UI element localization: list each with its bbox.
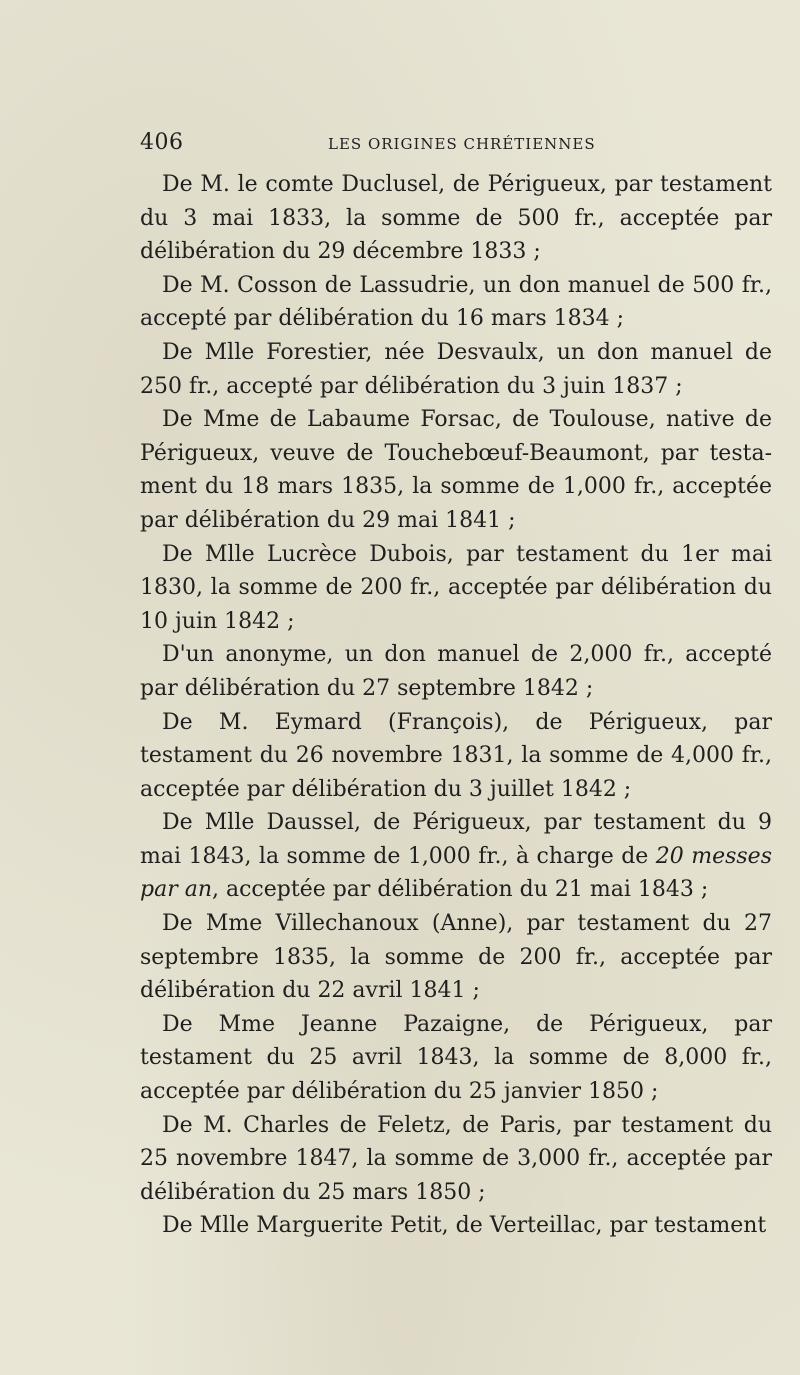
bequest-entry: De M. Eymard (François), de Périgueux, par testament du 26 novembre 1831, la somme de 4,000 fr., acceptée par délibération du 3 juillet 1842 ; <box>140 709 772 802</box>
bequest-entry: De Mlle Marguerite Petit, de Verteillac, par testament <box>162 1213 767 1239</box>
bequest-entry: De M. le comte Duclusel, de Périgueux, par testament du 3 mai 1833, la somme de 500 fr., acceptée par délibération du 29 décembre 1833 ; <box>140 172 772 265</box>
running-title: LES ORIGINES CHRÉTIENNES <box>328 135 596 153</box>
italic-phrase: 20 messes par an <box>140 843 772 903</box>
bequest-entry: De Mlle Forestier, née Desvaulx, un don manuel de 250 fr., accepté par délibération du 3 juin 1837 ; <box>140 339 772 399</box>
page-number: 406 <box>140 130 184 155</box>
bequest-entry: De Mme de Labaume Forsac, de Toulouse, native de Périgueux, veuve de Touchebœuf-Beaumont, par testament du 18 mars 1835, la somme de 1,000 fr., acceptée par délibération du 29 mai 1841 ; <box>140 407 772 533</box>
bequest-entry: De Mme Jeanne Pazaigne, de Périgueux, par testament du 25 avril 1843, la somme de 8,000 fr., acceptée par délibération du 25 janvier 1850 ; <box>140 1011 772 1105</box>
bequest-entry: De Mme Villechanoux (Anne), par testament du 27 septembre 1835, la somme de 200 fr., acceptée par délibération du 22 avril 1841 ; <box>140 911 772 1004</box>
bequest-entry: De M. Cosson de Lassudrie, un don manuel de 500 fr., accepté par délibération du 16 mars 1834 ; <box>140 272 772 332</box>
bequest-entry: D'un anonyme, un don manuel de 2,000 fr., accepté par délibération du 27 septembre 1842 ; <box>140 642 772 701</box>
entry-text: , acceptée par délibération du 21 mai 1843 ; <box>212 877 709 903</box>
bequest-entry <box>140 806 772 907</box>
page-header <box>140 130 770 160</box>
bequest-entry: De Mlle Lucrèce Dubois, par testament du 1er mai 1830, la somme de 200 fr., acceptée par délibération du 10 juin 1842 ; <box>140 541 772 634</box>
bequest-entry: De M. Charles de Feletz, de Paris, par testament du 25 novembre 1847, la somme de 3,000 fr., acceptée par délibération du 25 mars 1850 ; <box>140 1112 772 1205</box>
body-text <box>140 168 772 1243</box>
entry-text: De Mlle Daussel, de Périgueux, par testament du 9 mai 1843, la somme de 1,000 fr., à charge de <box>140 810 772 869</box>
